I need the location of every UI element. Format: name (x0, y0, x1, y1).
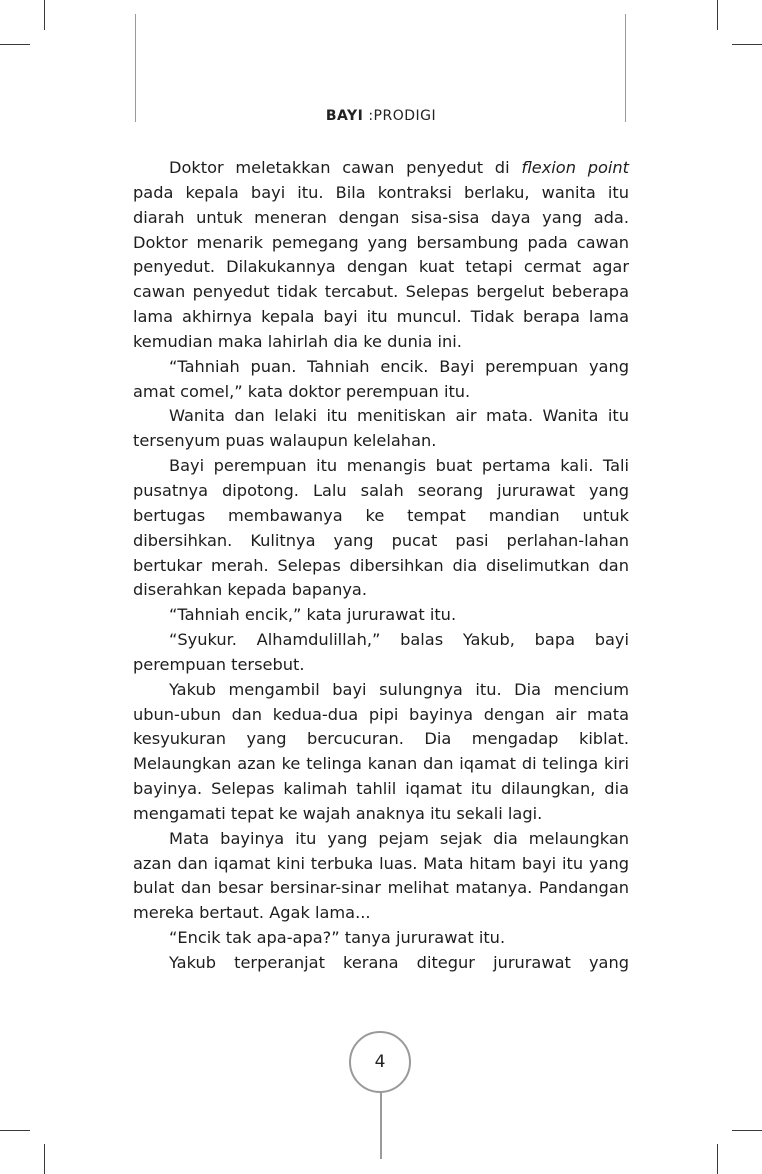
header-title-bold: BAYI (325, 108, 364, 124)
body-text (133, 156, 629, 976)
paragraph: Yakub terperanjat kerana ditegur jururawat yang (169, 953, 629, 972)
crop-mark-top-right-h (732, 44, 762, 45)
paragraph: “Tahniah puan. Tahniah encik. Bayi perempuan yang amat comel,” kata doktor perempuan itu. (133, 356, 629, 401)
paragraph (133, 156, 629, 355)
paragraph-emphasis: flexion point (521, 158, 629, 177)
crop-mark-top-right-v (717, 0, 718, 30)
paragraph-text: pada kepala bayi itu. Bila kontraksi berlaku, wanita itu diarah untuk meneran dengan sisa-sisa daya yang ada. Doktor menarik pemegang yang bersambung pada cawan penyedut. Dilakukannya dengan kuat tetapi cermat agar cawan penyedut tidak tercabut. Selepas bergelut beberapa lama akhirnya kepala bayi itu muncul. Tidak berapa lama kemudian maka lahirlah dia ke dunia ini. (133, 182, 629, 351)
page-number-circle (349, 1031, 411, 1093)
paragraph: “Encik tak apa-apa?” tanya jururawat itu. (169, 928, 506, 948)
crop-mark-bottom-right-h (732, 1130, 762, 1131)
paragraph: “Tahniah encik,” kata jururawat itu. (169, 605, 457, 625)
crop-mark-top-left-h (0, 44, 30, 45)
paragraph: “Syukur. Alhamdulillah,” balas Yakub, bapa bayi perempuan tersebut. (133, 630, 629, 674)
paragraph: Yakub mengambil bayi sulungnya itu. Dia mencium ubun-ubun dan kedua-dua pipi bayinya dengan air mata kesyukuran yang bercucuran. Dia mengadap kiblat. Melaungkan azan ke telinga kanan dan iqamat di telinga kiri bayinya. Selepas kalimah tahlil iqamat itu dilaungkan, dia mengamati tepat ke wajah anaknya itu sekali lagi. (133, 679, 629, 823)
header-left-rule (135, 14, 136, 122)
paragraph: Wanita dan lelaki itu menitiskan air mata. Wanita itu tersenyum puas walaupun kelelahan. (133, 406, 629, 451)
running-header (0, 108, 762, 124)
header-right-rule (625, 14, 626, 122)
paragraph: Mata bayinya itu yang pejam sejak dia melaungkan azan dan iqamat kini terbuka luas. Mata hitam bayi itu yang bulat dan besar bersinar-sinar melihat matanya. Pandangan mereka bertaut. Agak lama... (133, 828, 629, 923)
crop-mark-bottom-left-h (0, 1130, 30, 1131)
crop-mark-top-left-v (44, 0, 45, 30)
paragraph: Bayi perempuan itu menangis buat pertama kali. Tali pusatnya dipotong. Lalu salah seorang jururawat yang bertugas membawanya ke tempat mandian untuk dibersihkan. Kulitnya yang pucat pasi perlahan-lahan bertukar merah. Selepas dibersihkan dia diselimutkan dan diserahkan kepada bapanya. (133, 456, 629, 600)
paragraph-text: Doktor meletakkan cawan penyedut di (169, 158, 522, 177)
page-number-stem (380, 1093, 382, 1159)
header-title-rest: :PRODIGI (368, 108, 437, 124)
page-number: 4 (374, 1052, 386, 1072)
crop-mark-bottom-right-v (717, 1144, 718, 1174)
crop-mark-bottom-left-v (44, 1144, 45, 1174)
